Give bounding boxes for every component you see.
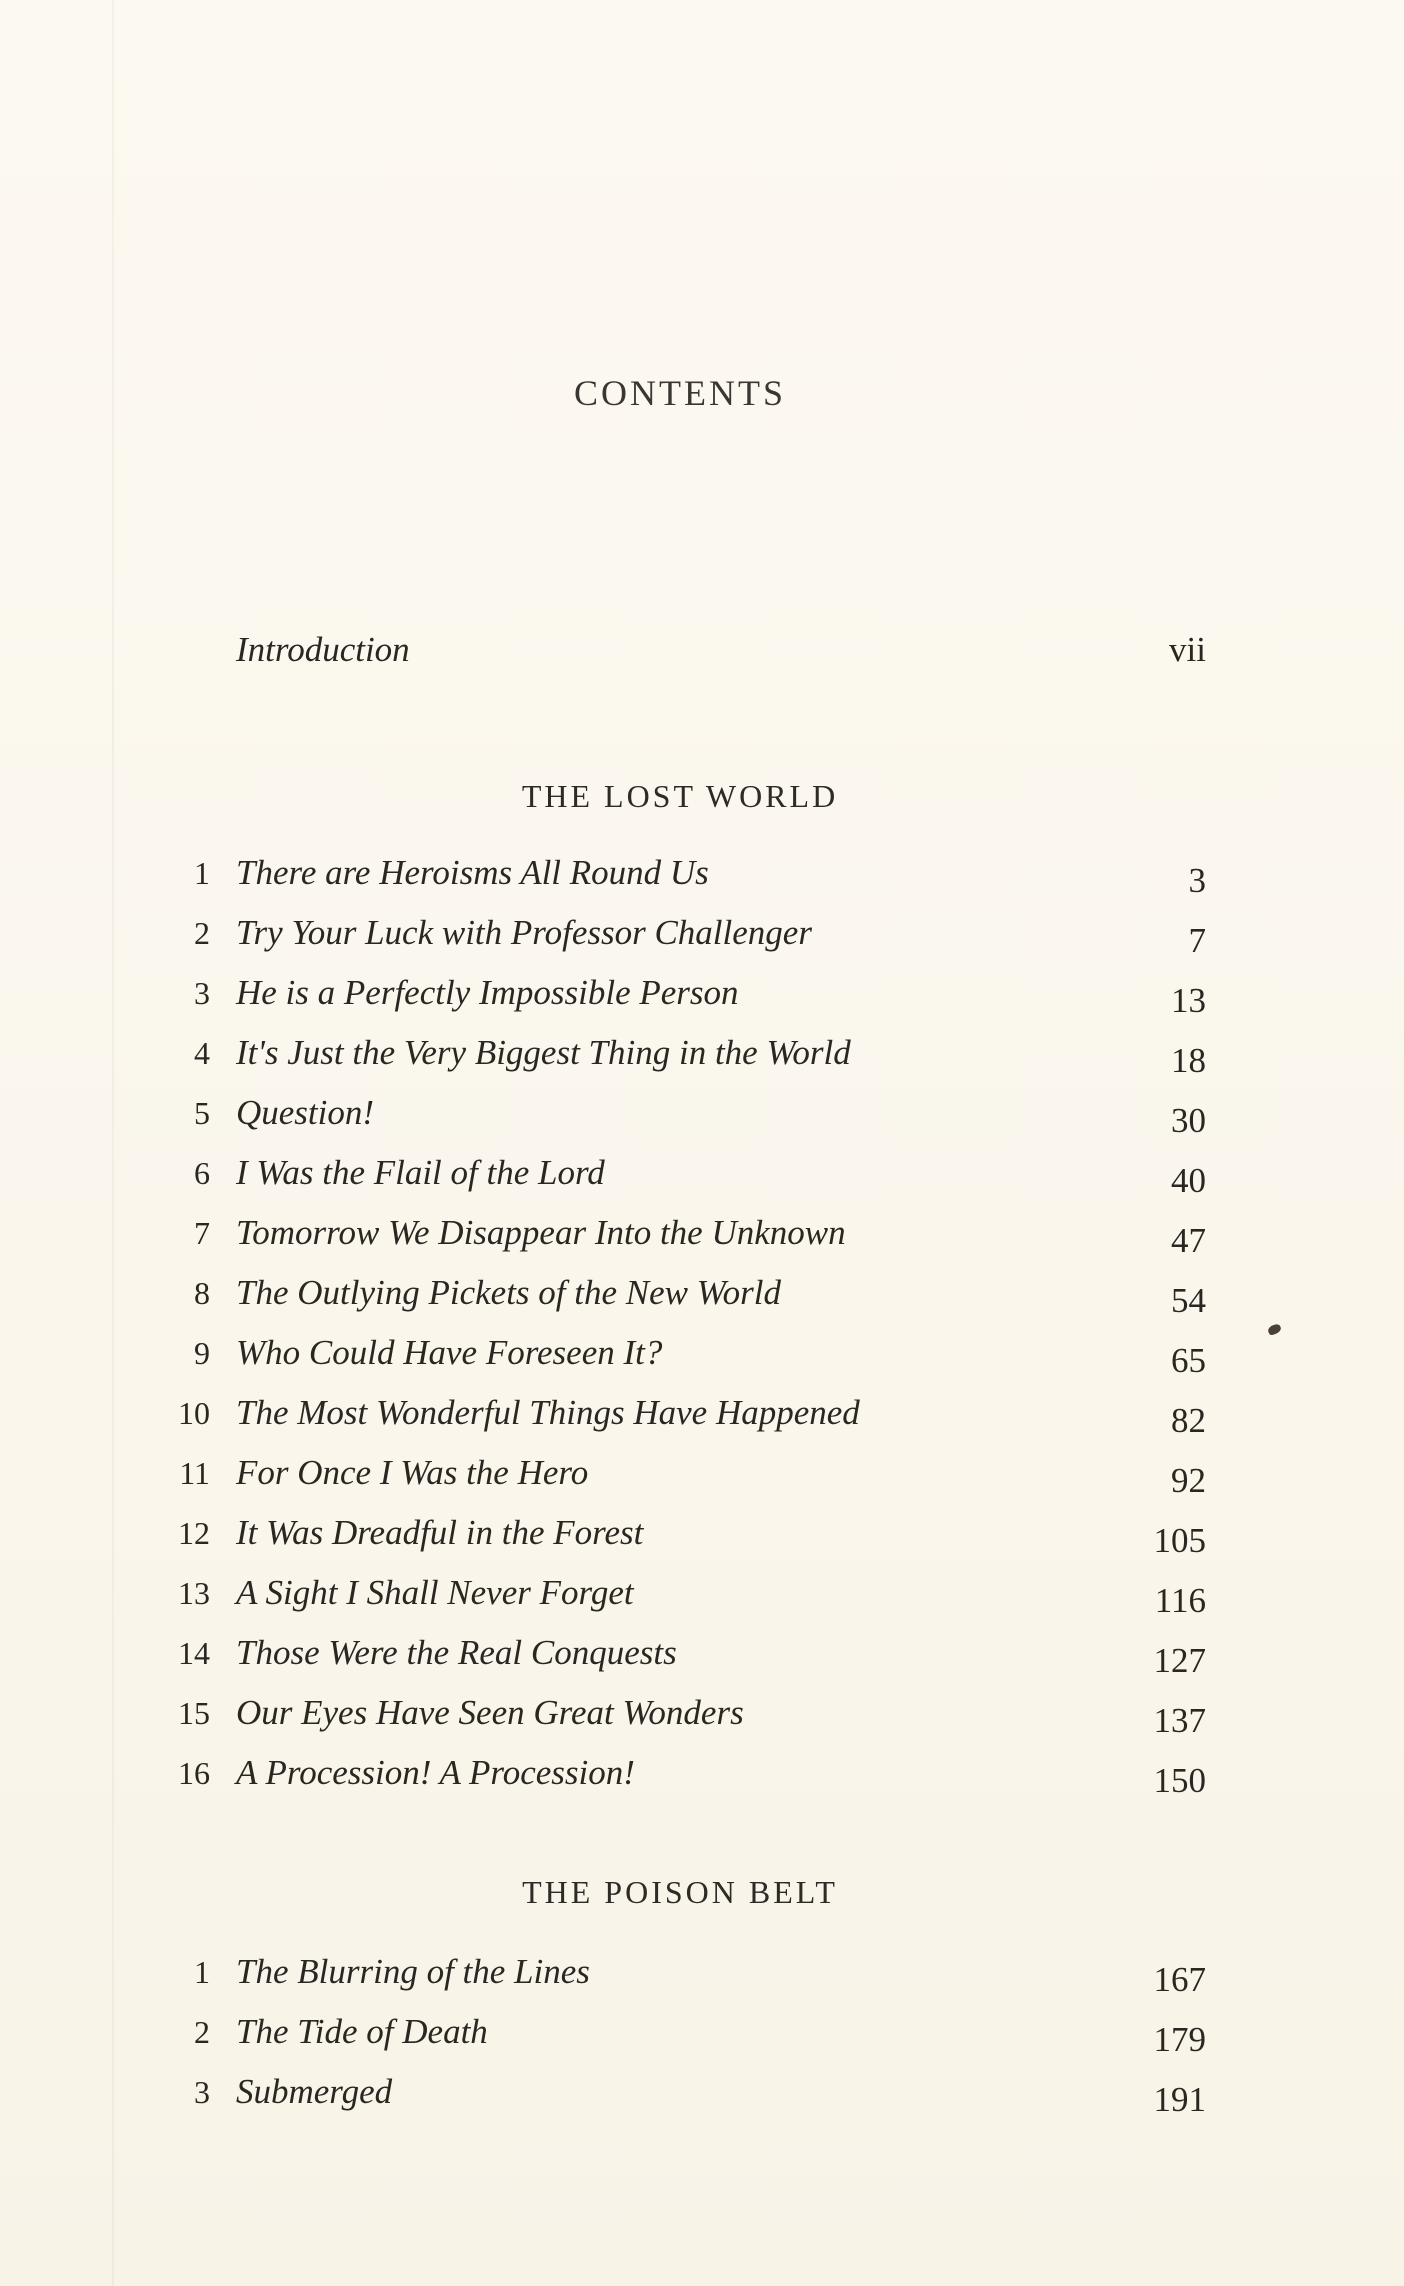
chapter-title: The Outlying Pickets of the New World	[236, 1273, 782, 1312]
chapter-list-lost-world	[150, 848, 1206, 1808]
chapter-title: It's Just the Very Biggest Thing in the World	[236, 1033, 851, 1072]
chapter-entry	[150, 1568, 1206, 1628]
chapter-page: 167	[1153, 1960, 1206, 1999]
chapter-title: He is a Perfectly Impossible Person	[236, 973, 739, 1012]
chapter-number: 12	[178, 1515, 210, 1551]
chapter-entry	[150, 1388, 1206, 1448]
chapter-page: 82	[1171, 1401, 1206, 1440]
chapter-entry	[150, 1028, 1206, 1088]
chapter-page: 191	[1153, 2080, 1206, 2119]
chapter-number: 13	[178, 1575, 210, 1611]
chapter-entry	[150, 2067, 1206, 2127]
chapter-page: 13	[1171, 981, 1206, 1020]
chapter-page: 150	[1153, 1761, 1206, 1800]
chapter-entry	[150, 1947, 1206, 2007]
chapter-title: The Most Wonderful Things Have Happened	[236, 1393, 860, 1432]
chapter-title: Our Eyes Have Seen Great Wonders	[236, 1693, 744, 1732]
introduction-entry	[236, 630, 1206, 680]
chapter-page: 116	[1154, 1581, 1206, 1620]
chapter-number: 7	[194, 1215, 210, 1251]
chapter-entry	[150, 968, 1206, 1028]
chapter-title: The Tide of Death	[236, 2012, 488, 2051]
chapter-number: 4	[194, 1035, 210, 1071]
chapter-page: 18	[1171, 1041, 1206, 1080]
chapter-title: A Procession! A Procession!	[236, 1753, 635, 1792]
chapter-entry	[150, 1688, 1206, 1748]
chapter-number: 10	[178, 1395, 210, 1431]
chapter-number: 3	[194, 2074, 210, 2110]
contents-title: CONTENTS	[574, 373, 786, 413]
chapter-page: 40	[1171, 1161, 1206, 1200]
chapter-number: 2	[194, 915, 210, 951]
chapter-title: I Was the Flail of the Lord	[236, 1153, 605, 1192]
chapter-title: Submerged	[236, 2072, 393, 2111]
section-heading-poison-belt: THE POISON BELT	[522, 1874, 838, 1910]
chapter-title: Try Your Luck with Professor Challenger	[236, 913, 812, 952]
chapter-page: 127	[1153, 1641, 1206, 1680]
chapter-page: 47	[1171, 1221, 1206, 1260]
chapter-list-poison-belt	[150, 1947, 1206, 2127]
chapter-entry	[150, 1208, 1206, 1268]
chapter-entry	[150, 1448, 1206, 1508]
section-heading-lost-world: THE LOST WORLD	[521, 778, 839, 814]
chapter-number: 1	[194, 855, 210, 891]
chapter-title: A Sight I Shall Never Forget	[236, 1573, 634, 1612]
chapter-page: 105	[1153, 1521, 1206, 1560]
chapter-page: 3	[1188, 861, 1206, 900]
chapter-page: 179	[1153, 2020, 1206, 2059]
chapter-title: For Once I Was the Hero	[236, 1453, 589, 1492]
chapter-entry	[150, 1748, 1206, 1808]
chapter-title: Question!	[236, 1093, 375, 1132]
chapter-page: 54	[1171, 1281, 1206, 1320]
chapter-entry	[150, 1628, 1206, 1688]
chapter-number: 15	[178, 1695, 210, 1731]
chapter-number: 16	[178, 1755, 210, 1791]
chapter-title: Those Were the Real Conquests	[236, 1633, 677, 1672]
chapter-number: 1	[194, 1954, 210, 1990]
chapter-page: 7	[1188, 921, 1206, 960]
chapter-number: 5	[194, 1095, 210, 1131]
chapter-number: 3	[194, 975, 210, 1011]
chapter-page: 65	[1171, 1341, 1206, 1380]
chapter-title: Who Could Have Foreseen It?	[236, 1333, 663, 1372]
chapter-page: 137	[1153, 1701, 1206, 1740]
chapter-entry	[150, 1088, 1206, 1148]
chapter-number: 2	[194, 2014, 210, 2050]
chapter-entry	[150, 1328, 1206, 1388]
chapter-number: 6	[194, 1155, 210, 1191]
chapter-entry	[150, 1508, 1206, 1568]
chapter-entry	[150, 1148, 1206, 1208]
page-crease	[112, 0, 114, 2286]
chapter-title: There are Heroisms All Round Us	[236, 853, 709, 892]
chapter-number: 9	[194, 1335, 210, 1371]
chapter-title: The Blurring of the Lines	[236, 1952, 590, 1991]
introduction-page: vii	[1169, 630, 1206, 669]
chapter-entry	[150, 2007, 1206, 2067]
chapter-number: 8	[194, 1275, 210, 1311]
chapter-entry	[150, 908, 1206, 968]
chapter-entry	[150, 848, 1206, 908]
ink-speck	[1267, 1323, 1282, 1336]
chapter-title: It Was Dreadful in the Forest	[236, 1513, 644, 1552]
chapter-page: 30	[1171, 1101, 1206, 1140]
chapter-entry	[150, 1268, 1206, 1328]
chapter-title: Tomorrow We Disappear Into the Unknown	[236, 1213, 846, 1252]
chapter-page: 92	[1171, 1461, 1206, 1500]
chapter-number: 14	[178, 1635, 210, 1671]
introduction-title: Introduction	[236, 630, 410, 669]
chapter-number: 11	[179, 1455, 210, 1491]
